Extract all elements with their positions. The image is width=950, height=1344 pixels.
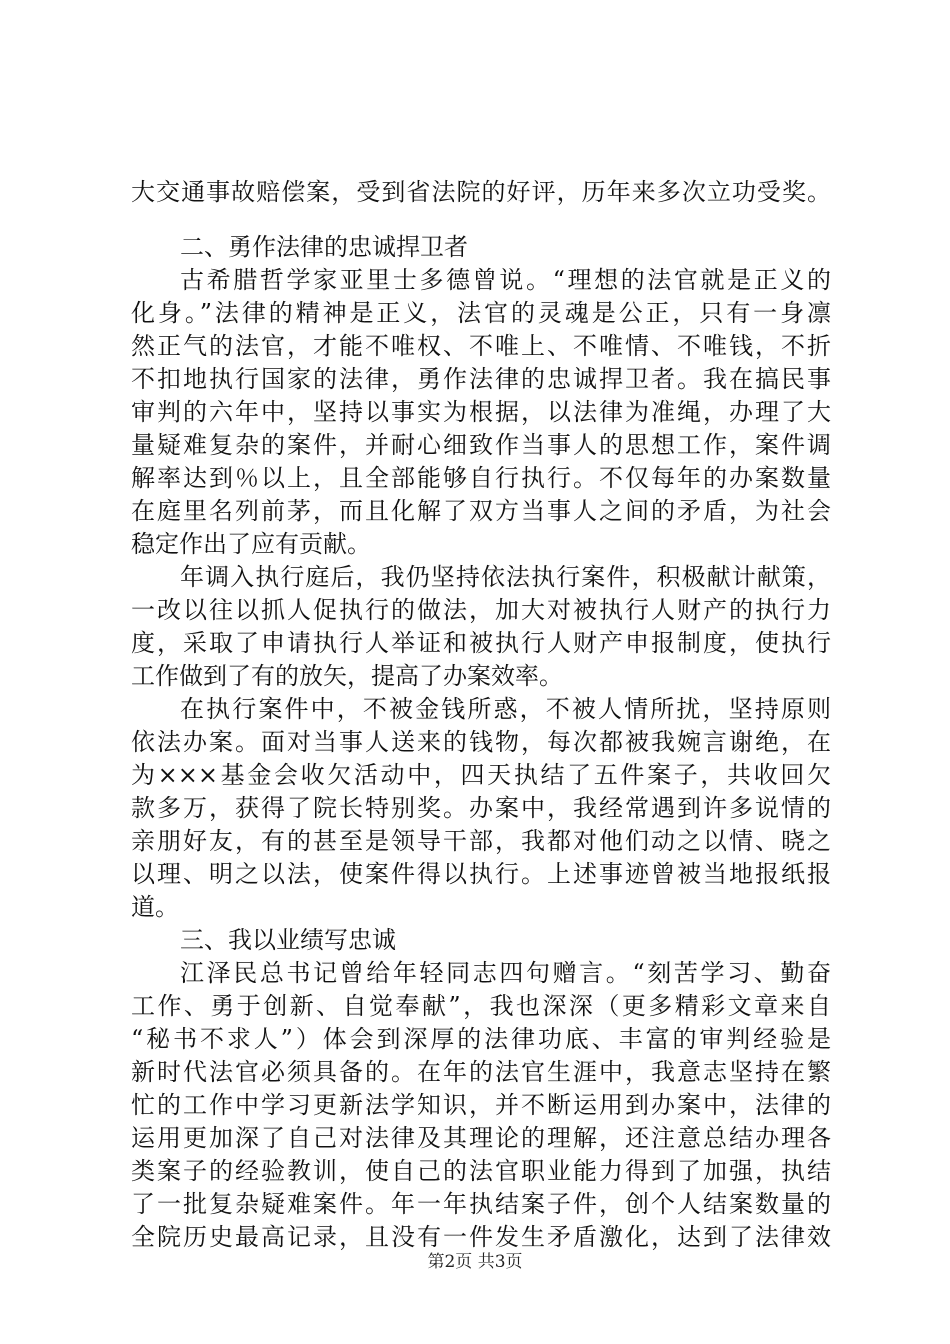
text-line: 了一批复杂疑难案件。年一年执结案子件，创个人结案数量的 bbox=[131, 1190, 831, 1218]
text-line: 量疑难复杂的案件，并耐心细致作当事人的思想工作，案件调 bbox=[131, 431, 831, 459]
text-line: 一改以往以抓人促执行的做法，加大对被执行人财产的执行力 bbox=[131, 596, 831, 624]
text-line: 工作、勇于创新、自觉奉献”，我也深深（更多精彩文章来自 bbox=[131, 992, 831, 1020]
text-line: 在庭里名列前茅，而且化解了双方当事人之间的矛盾，为社会 bbox=[131, 497, 831, 525]
text-line: 度，采取了申请执行人举证和被执行人财产申报制度，使执行 bbox=[131, 629, 831, 657]
text-line: 年调入执行庭后，我仍坚持依法执行案件，积极献计献策， bbox=[180, 563, 831, 591]
section-heading: 二、勇作法律的忠诚捍卫者 bbox=[180, 233, 468, 261]
text-line: 运用更加深了自己对法律及其理论的理解，还注意总结办理各 bbox=[131, 1124, 831, 1152]
text-line: 道。 bbox=[131, 893, 179, 921]
text-line: 稳定作出了应有贡献。 bbox=[131, 530, 371, 558]
text-line: 化身。”法律的精神是正义，法官的灵魂是公正，只有一身凛 bbox=[131, 299, 831, 327]
section-heading: 三、我以业绩写忠诚 bbox=[180, 926, 396, 954]
text-line: 古希腊哲学家亚里士多德曾说。“理想的法官就是正义的 bbox=[180, 266, 831, 294]
text-line: 在执行案件中，不被金钱所惑，不被人情所扰，坚持原则 bbox=[180, 695, 831, 723]
text-line: 款多万，获得了院长特别奖。办案中，我经常遇到许多说情的 bbox=[131, 794, 831, 822]
text-line: 依法办案。面对当事人送来的钱物，每次都被我婉言谢绝，在 bbox=[131, 728, 831, 756]
text-line: “秘书不求人”）体会到深厚的法律功底、丰富的审判经验是 bbox=[131, 1025, 831, 1053]
text-line: 大交通事故赔偿案，受到省法院的好评，历年来多次立功受奖。 bbox=[131, 178, 831, 206]
text-line: 全院历史最高记录，且没有一件发生矛盾激化，达到了法律效 bbox=[131, 1223, 831, 1251]
text-line: 为×××基金会收欠活动中，四天执结了五件案子，共收回欠 bbox=[131, 761, 831, 789]
text-line: 审判的六年中，坚持以事实为根据，以法律为准绳，办理了大 bbox=[131, 398, 831, 426]
text-line: 不扣地执行国家的法律，勇作法律的忠诚捍卫者。我在搞民事 bbox=[131, 365, 831, 393]
text-line: 亲朋好友，有的甚至是领导干部，我都对他们动之以情、晓之 bbox=[131, 827, 831, 855]
text-line: 类案子的经验教训，使自己的法官职业能力得到了加强，执结 bbox=[131, 1157, 831, 1185]
text-line: 然正气的法官，才能不唯权、不唯上、不唯情、不唯钱，不折 bbox=[131, 332, 831, 360]
page-footer: 第2页 共3页 bbox=[427, 1252, 523, 1272]
text-line: 新时代法官必须具备的。在年的法官生涯中，我意志坚持在繁 bbox=[131, 1058, 831, 1086]
text-line: 江泽民总书记曾给年轻同志四句赠言。“刻苦学习、勤奋 bbox=[180, 959, 831, 987]
text-line: 以理、明之以法，使案件得以执行。上述事迹曾被当地报纸报 bbox=[131, 860, 831, 888]
text-line: 忙的工作中学习更新法学知识，并不断运用到办案中，法律的 bbox=[131, 1091, 831, 1119]
text-line: 工作做到了有的放矢，提高了办案效率。 bbox=[131, 662, 563, 690]
text-line: 解率达到％以上，且全部能够自行执行。不仅每年的办案数量 bbox=[131, 464, 831, 492]
